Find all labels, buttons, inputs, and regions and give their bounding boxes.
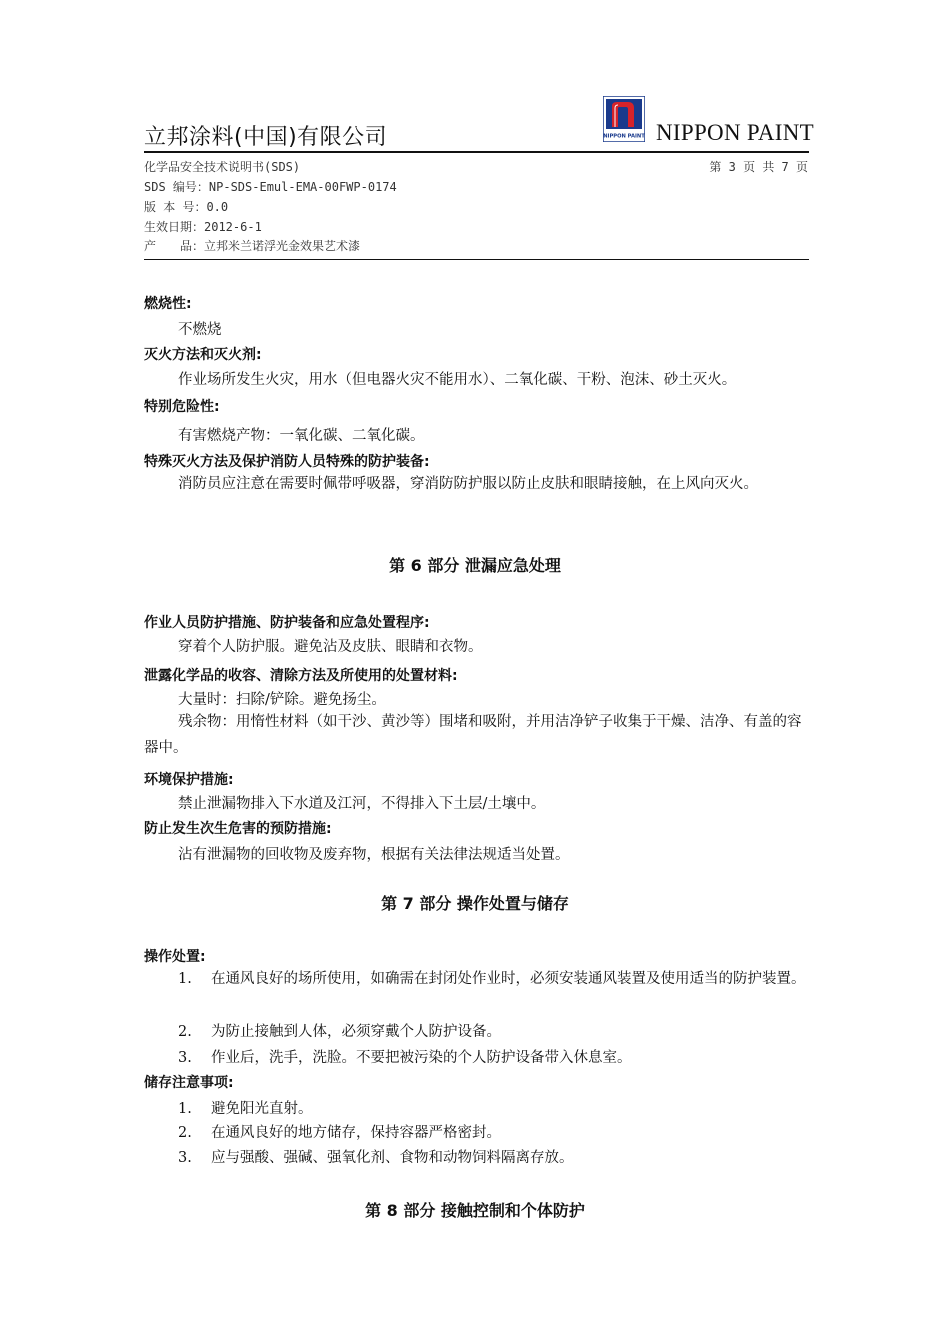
handling-item bbox=[178, 1046, 632, 1067]
storage-item-number: 2. bbox=[178, 1125, 192, 1141]
handling-heading: 操作处置: bbox=[144, 949, 206, 965]
cleanup-heading: 泄露化学品的收容、清除方法及所使用的处置材料: bbox=[144, 668, 458, 684]
environment-heading: 环境保护措施: bbox=[144, 772, 234, 788]
flammability-heading: 燃烧性: bbox=[144, 296, 192, 312]
handling-item-text: 作业后，洗手，洗脸。不要把被污染的个人防护设备带入休息室。 bbox=[211, 1050, 632, 1066]
storage-item bbox=[178, 1121, 501, 1142]
nippon-paint-logo bbox=[603, 96, 645, 142]
handling-item-number: 1. bbox=[178, 971, 192, 987]
storage-item bbox=[178, 1146, 574, 1167]
cleanup-large-text: 大量时：扫除/铲除。避免扬尘。 bbox=[178, 692, 386, 708]
section-8-title: 第 8 部分 接触控制和个体防护 bbox=[365, 1201, 585, 1220]
storage-item-text: 在通风良好的地方储存，保持容器严格密封。 bbox=[211, 1125, 501, 1141]
flammability-text: 不燃烧 bbox=[178, 322, 222, 338]
sds-number: SDS 编号：NP-SDS-Emul-EMA-00FWP-0174 bbox=[144, 180, 397, 194]
header-rule bbox=[144, 151, 809, 153]
company-name: 立邦涂料(中国)有限公司 bbox=[144, 125, 388, 150]
brand-name: NIPPON PAINT bbox=[656, 120, 815, 145]
handling-item-text: 为防止接触到人体，必须穿戴个人防护设备。 bbox=[211, 1024, 501, 1040]
extinguish-method-heading: 灭火方法和灭火剂: bbox=[144, 347, 262, 363]
handling-item: 在通风良好的场所使用，如确需在封闭处作业时，必须安装通风装置及使用适当的防护装置。 bbox=[211, 971, 806, 987]
special-hazard-heading: 特别危险性: bbox=[144, 399, 220, 415]
storage-item-text: 应与强酸、强碱、强氧化剂、食物和动物饲料隔离存放。 bbox=[211, 1150, 574, 1166]
special-hazard-text: 有害燃烧产物：一氧化碳、二氧化碳。 bbox=[178, 428, 425, 444]
secondary-hazard-heading: 防止发生次生危害的预防措施: bbox=[144, 821, 332, 837]
extinguish-method-text: 作业场所发生火灾，用水（但电器火灾不能用水）、二氧化碳、干粉、泡沫、砂土灭火。 bbox=[178, 372, 737, 388]
secondary-hazard-text: 沾有泄漏物的回收物及废弃物，根据有关法律法规适当处置。 bbox=[178, 847, 570, 863]
header-bottom-rule bbox=[144, 259, 809, 260]
storage-heading: 储存注意事项: bbox=[144, 1075, 234, 1091]
product-name: 产 品：立邦米兰诺浮光金效果艺术漆 bbox=[144, 239, 361, 253]
version-number: 版 本 号：0.0 bbox=[144, 200, 229, 214]
handling-item-number: 2. bbox=[178, 1024, 192, 1040]
firefighter-equipment-heading: 特殊灭火方法及保护消防人员特殊的防护装备: bbox=[144, 454, 430, 470]
section-7-title: 第 7 部分 操作处置与储存 bbox=[381, 894, 569, 913]
section-6-title: 第 6 部分 泄漏应急处理 bbox=[389, 556, 561, 575]
storage-item-number: 1. bbox=[178, 1101, 192, 1117]
handling-item-number: 3. bbox=[178, 1050, 192, 1066]
firefighter-equipment-text: 消防员应注意在需要时佩带呼吸器，穿消防防护服以防止皮肤和眼睛接触，在上风向灭火。 bbox=[178, 476, 758, 492]
effective-date: 生效日期：2012-6-1 bbox=[144, 220, 262, 234]
personal-protection-text: 穿着个人防护服。避免沾及皮肤、眼睛和衣物。 bbox=[178, 639, 483, 655]
storage-item bbox=[178, 1097, 313, 1118]
handling-item bbox=[178, 1020, 501, 1041]
personal-protection-heading: 作业人员防护措施、防护装备和应急处置程序: bbox=[144, 615, 430, 631]
svg-text:NIPPON PAINT: NIPPON PAINT bbox=[603, 133, 645, 140]
page-info: 第 3 页 共 7 页 bbox=[709, 160, 808, 174]
doc-type: 化学品安全技术说明书(SDS) bbox=[144, 160, 301, 174]
storage-item-number: 3. bbox=[178, 1150, 192, 1166]
cleanup-residue-text: 残余物：用惰性材料（如干沙、黄沙等）围堵和吸附，并用洁净铲子收集于干燥、洁净、有盖的容器中。 bbox=[144, 714, 802, 756]
environment-text: 禁止泄漏物排入下水道及江河，不得排入下土层/土壤中。 bbox=[178, 796, 546, 812]
storage-item-text: 避免阳光直射。 bbox=[211, 1101, 313, 1117]
